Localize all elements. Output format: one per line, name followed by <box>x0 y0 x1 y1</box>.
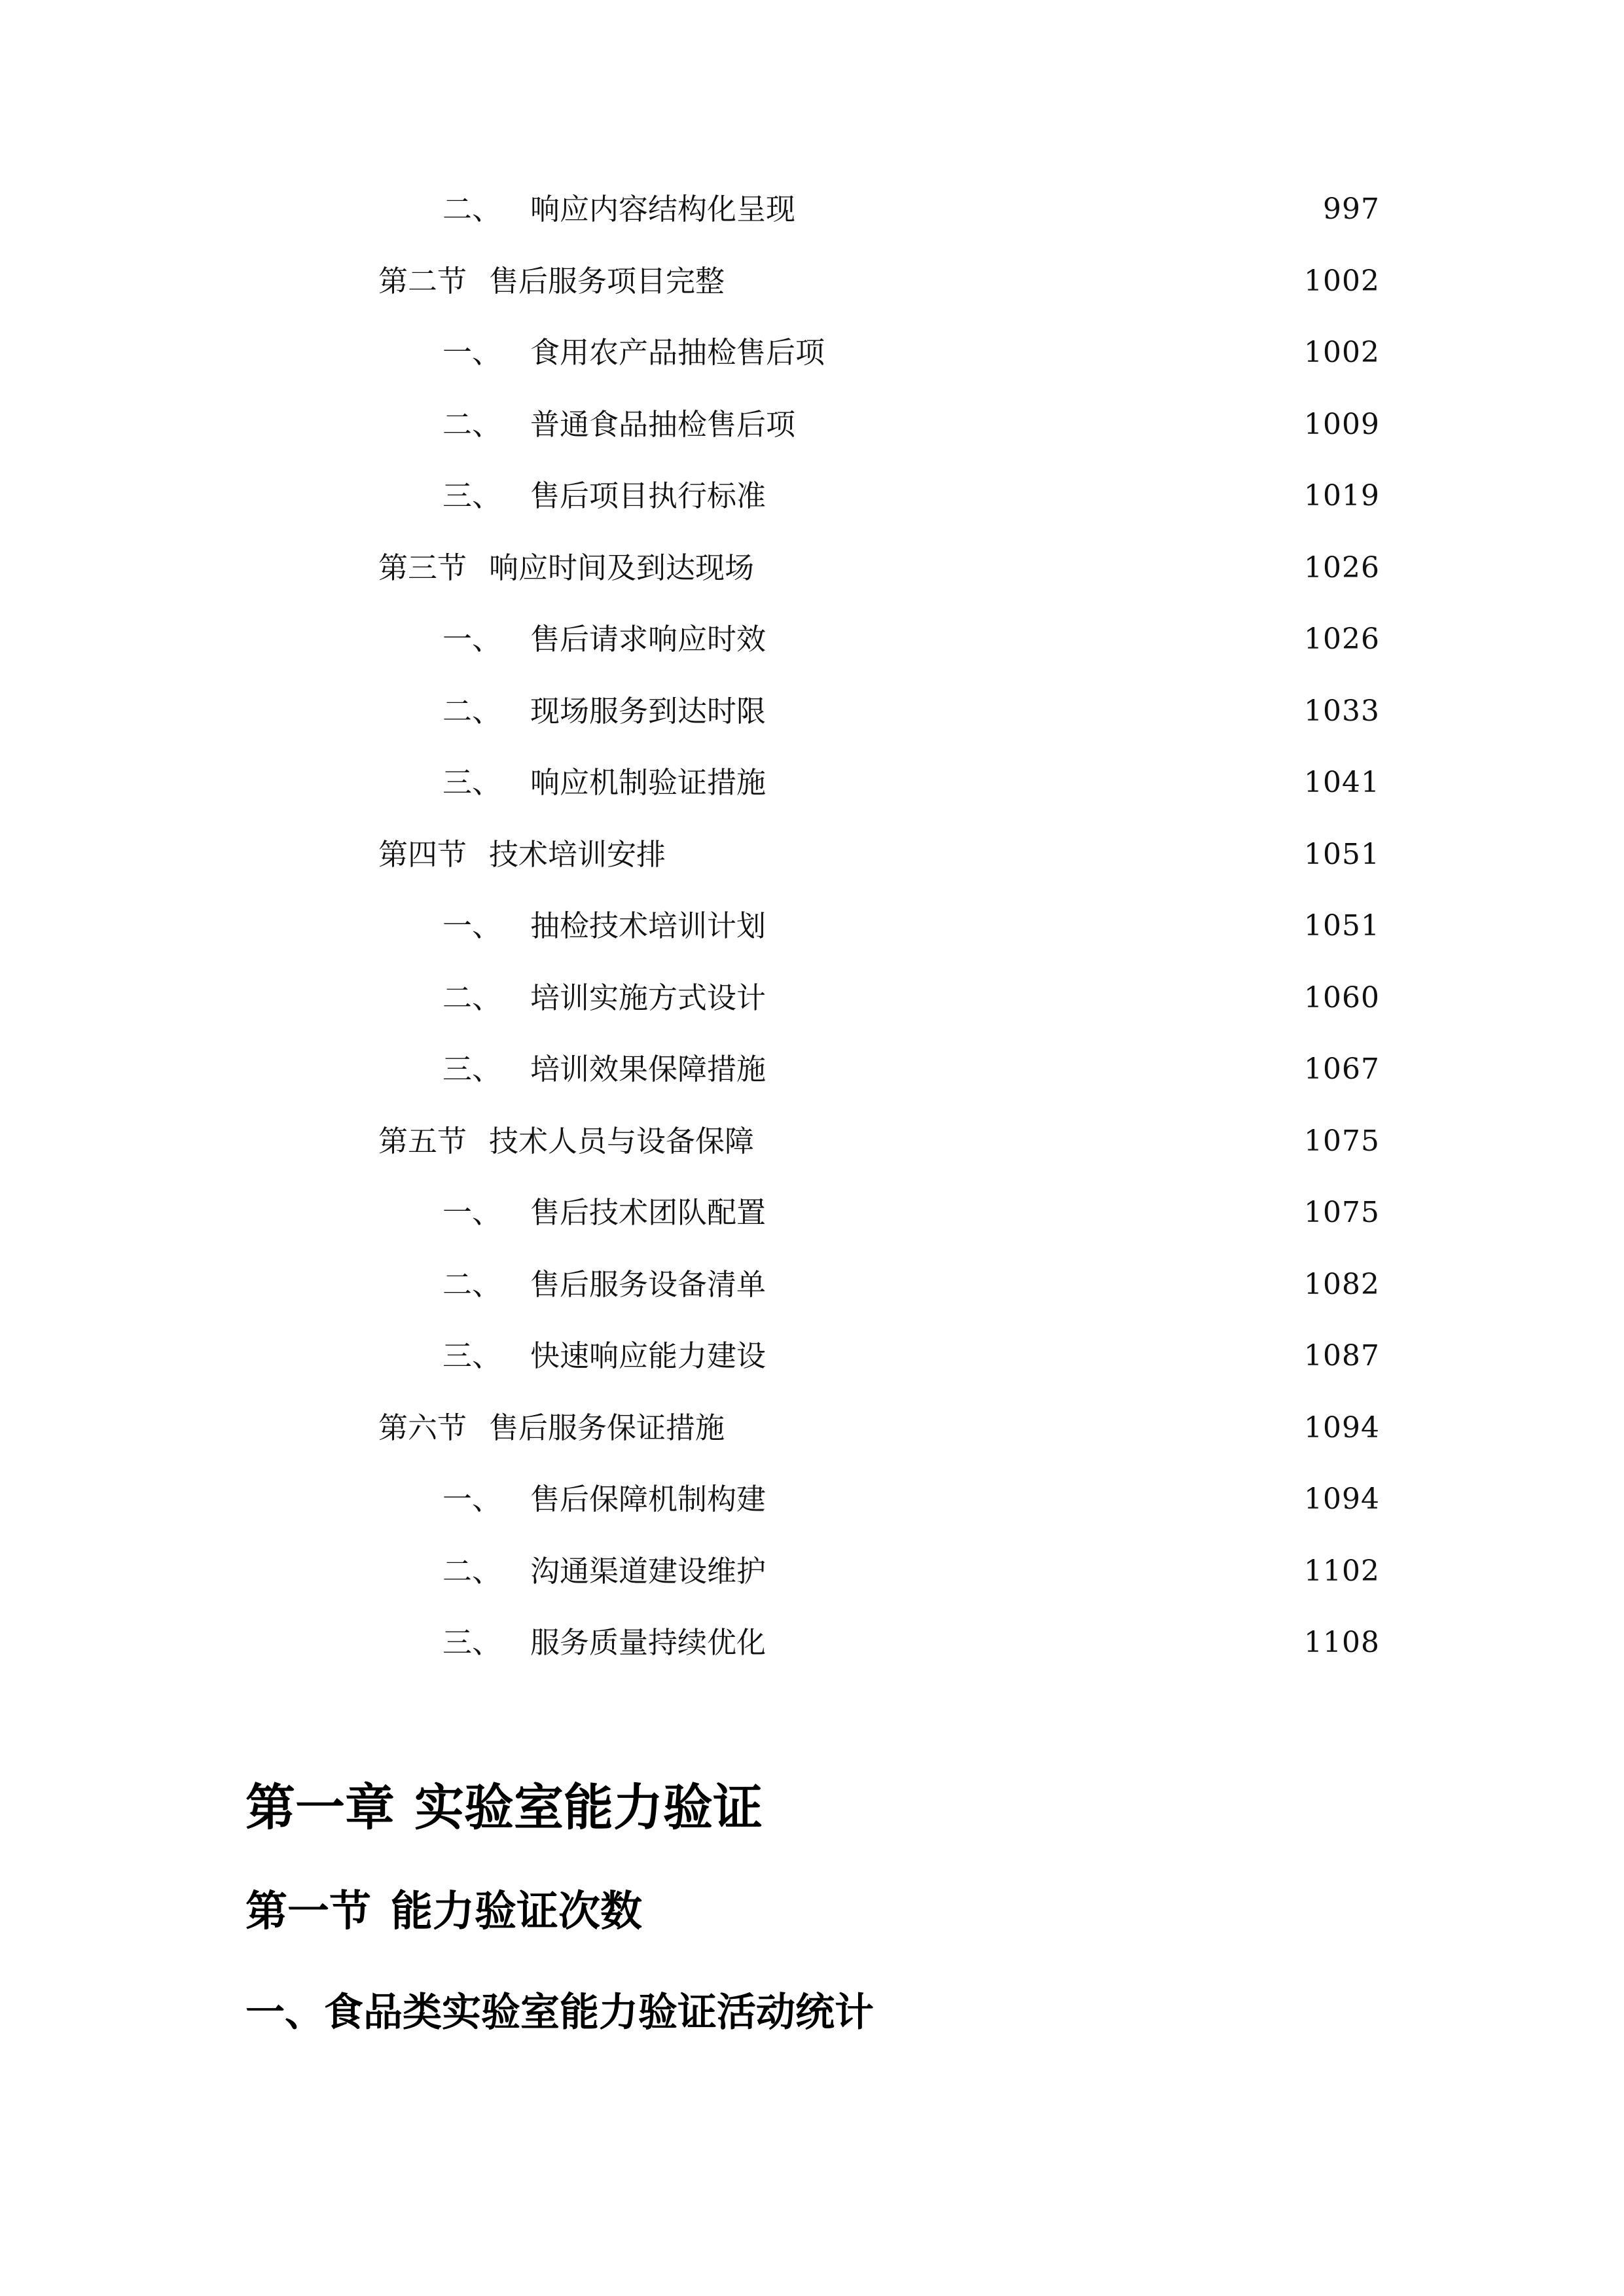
toc-entry[interactable] <box>442 1193 1380 1232</box>
toc-entry-title: 售后服务项目完整 <box>489 263 725 298</box>
toc-entry-page-number: 1051 <box>1304 909 1380 942</box>
toc-entry-page-number: 1075 <box>1304 1124 1380 1158</box>
toc-entry-page-number: 1075 <box>1304 1196 1380 1229</box>
toc-entry-title: 售后技术团队配置 <box>530 1195 767 1230</box>
toc-leader-dots <box>775 1480 1292 1519</box>
toc-entry-page-number: 1094 <box>1304 1410 1380 1444</box>
toc-leader-dots <box>734 1408 1292 1448</box>
toc-entry-page-number: 1041 <box>1304 766 1380 799</box>
toc-entry-title: 快速响应能力建设 <box>530 1338 767 1373</box>
toc-leader-dots <box>775 1336 1292 1376</box>
toc-leader-dots <box>804 405 1292 444</box>
toc-entry[interactable] <box>378 835 1380 874</box>
toc-entry-number: 三、 <box>442 1052 502 1086</box>
toc-entry-page-number: 1002 <box>1304 336 1380 369</box>
toc-leader-dots <box>834 333 1292 372</box>
toc-entry-page-number: 1033 <box>1304 694 1380 728</box>
toc-leader-dots <box>775 1552 1292 1591</box>
toc-entry-number: 二、 <box>442 693 502 728</box>
toc-entry-number: 第二节 <box>378 263 467 298</box>
toc-leader-dots <box>775 978 1292 1018</box>
toc-entry[interactable] <box>442 1336 1380 1376</box>
chapter-title: 实验室能力验证 <box>414 1778 763 1837</box>
toc-entry-page-number: 1009 <box>1304 407 1380 441</box>
toc-leader-dots <box>775 906 1292 946</box>
toc-entry-title: 沟通渠道建设维护 <box>530 1553 767 1588</box>
toc-entry[interactable] <box>442 620 1380 659</box>
toc-entry-title: 售后请求响应时效 <box>530 622 767 656</box>
toc-entry-page-number: 1060 <box>1304 980 1380 1014</box>
toc-leader-dots <box>763 548 1292 588</box>
toc-entry-title: 普通食品抽检售后项 <box>530 406 796 442</box>
section-number: 第一节 <box>245 1888 371 1936</box>
toc-leader-dots <box>775 620 1292 659</box>
toc-entry[interactable] <box>442 405 1380 444</box>
toc-entry-title: 现场服务到达时限 <box>530 693 767 728</box>
toc-entry-number: 一、 <box>442 335 502 370</box>
section-heading <box>245 1882 642 1941</box>
toc-entry-number: 二、 <box>442 1266 502 1302</box>
toc-entry-page-number: 1094 <box>1304 1482 1380 1516</box>
toc-entry-title: 技术人员与设备保障 <box>489 1123 755 1158</box>
toc-entry-title: 服务质量持续优化 <box>530 1625 767 1660</box>
toc-entry-title: 培训实施方式设计 <box>530 980 767 1015</box>
toc-entry-number: 一、 <box>442 1195 502 1230</box>
toc-entry-page-number: 1082 <box>1304 1267 1380 1301</box>
toc-entry-page-number: 1019 <box>1304 479 1380 512</box>
toc-entry-title: 食用农产品抽检售后项 <box>530 335 825 370</box>
toc-entry-page-number: 1026 <box>1304 622 1380 656</box>
chapter-heading <box>245 1775 763 1840</box>
toc-entry-number: 三、 <box>442 1338 502 1373</box>
toc-leader-dots <box>775 1050 1292 1089</box>
toc-entry-number: 二、 <box>442 406 502 442</box>
toc-entry-page-number: 1108 <box>1304 1626 1380 1659</box>
toc-leader-dots <box>734 262 1292 301</box>
toc-entry-page-number: 997 <box>1323 192 1380 226</box>
toc-entry[interactable] <box>442 333 1380 372</box>
toc-entry-title: 响应时间及到达现场 <box>489 550 755 585</box>
toc-entry-number: 三、 <box>442 765 502 800</box>
toc-leader-dots <box>775 1623 1292 1662</box>
toc-entry-page-number: 1087 <box>1304 1339 1380 1372</box>
toc-entry-number: 二、 <box>442 980 502 1015</box>
toc-entry[interactable] <box>378 1122 1380 1161</box>
toc-entry[interactable] <box>442 1265 1380 1304</box>
subsection-heading: 一、食品类实验室能力验证活动统计 <box>245 1990 874 2036</box>
toc-entry[interactable] <box>442 190 1380 229</box>
toc-entry[interactable] <box>442 1623 1380 1662</box>
toc-leader-dots <box>775 763 1292 802</box>
toc-entry-number: 二、 <box>442 192 502 226</box>
toc-entry-page-number: 1067 <box>1304 1052 1380 1086</box>
toc-entry[interactable] <box>442 906 1380 946</box>
toc-entry[interactable] <box>442 763 1380 802</box>
toc-leader-dots <box>775 1193 1292 1232</box>
toc-entry-number: 一、 <box>442 908 502 943</box>
toc-entry-number: 三、 <box>442 1625 502 1660</box>
toc-entry[interactable] <box>442 692 1380 731</box>
toc-leader-dots <box>775 692 1292 731</box>
toc-entry[interactable] <box>442 476 1380 516</box>
toc-leader-dots <box>775 476 1292 516</box>
toc-entry[interactable] <box>378 548 1380 588</box>
toc-entry-number: 三、 <box>442 478 502 513</box>
chapter-number: 第一章 <box>245 1778 395 1837</box>
section-title: 能力验证次数 <box>391 1888 642 1936</box>
toc-leader-dots <box>675 835 1292 874</box>
toc-entry[interactable] <box>442 978 1380 1018</box>
toc-leader-dots <box>775 1265 1292 1304</box>
toc-leader-dots <box>804 190 1311 229</box>
toc-entry-title: 响应机制验证措施 <box>530 765 767 800</box>
toc-entry[interactable] <box>378 262 1380 301</box>
toc-entry-number: 第四节 <box>378 836 467 872</box>
toc-entry-number: 第三节 <box>378 550 467 585</box>
toc-entry-page-number: 1026 <box>1304 550 1380 584</box>
toc-entry-page-number: 1002 <box>1304 264 1380 298</box>
toc-entry-title: 售后服务设备清单 <box>530 1266 767 1302</box>
toc-entry-number: 一、 <box>442 622 502 656</box>
toc-entry-title: 技术培训安排 <box>489 836 666 872</box>
toc-entry-title: 响应内容结构化呈现 <box>530 192 796 226</box>
toc-leader-dots <box>763 1122 1292 1161</box>
toc-entry[interactable] <box>442 1552 1380 1591</box>
toc-entry-title: 售后服务保证措施 <box>489 1410 725 1445</box>
toc-entry-title: 售后项目执行标准 <box>530 478 767 513</box>
toc-entry-title: 售后保障机制构建 <box>530 1482 767 1516</box>
toc-entry[interactable] <box>378 1408 1380 1448</box>
toc-entry[interactable] <box>442 1480 1380 1519</box>
toc-entry-number: 一、 <box>442 1482 502 1516</box>
toc-entry-number: 第六节 <box>378 1410 467 1445</box>
toc-entry-number: 二、 <box>442 1553 502 1588</box>
toc-entry-title: 抽检技术培训计划 <box>530 908 767 943</box>
toc-entry-number: 第五节 <box>378 1123 467 1158</box>
toc-entry-page-number: 1051 <box>1304 837 1380 871</box>
toc-entry-page-number: 1102 <box>1304 1554 1380 1588</box>
toc-entry[interactable] <box>442 1050 1380 1089</box>
toc-entry-title: 培训效果保障措施 <box>530 1052 767 1086</box>
